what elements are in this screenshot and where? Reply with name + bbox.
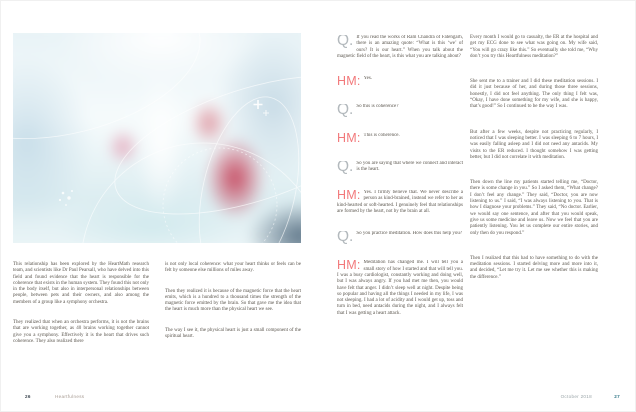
left-page-text	[13, 262, 301, 359]
interviewee-label: HM:	[337, 76, 361, 89]
left-column-2	[165, 262, 301, 359]
qa-text: Yes. I firmly believe that. We never describe a person as kind-brained, instead we refer to her as kind-hearted or soft-hearted. I genuinely feel that relationships are formed by the heart, not by the brain at all.	[337, 190, 463, 215]
plus-mark-icon	[254, 100, 270, 116]
interviewee-label: HM:	[337, 260, 361, 273]
qa-text: If you read the works of Ram Chandra of Fatehgarh, there is an amazing quote: “What is this ‘we’ of ours? It is our heart.” When you talk about the magnetic field of the heart, is this what you are talking about?	[337, 35, 463, 59]
paragraph: is not only local coherence: what your heart thinks or feels can be felt by someone else millions of miles away.	[165, 262, 301, 274]
footer-magazine-title: Heartfulness	[55, 394, 85, 399]
qa-text: So you are saying that where we connect and interact is the heart.	[356, 161, 463, 173]
paragraph: But after a few weeks, despite not practicing regularly, I noticed that I was sleeping better. I was sleeping 6 to 7 hours, I was easily falling asleep and I did not need any antacids. My visits to the ER reduced. I thought somehow I was getting better, but I did not correlate it with meditation.	[470, 129, 598, 160]
interviewee-label: HM:	[337, 133, 361, 146]
answer-block	[337, 260, 463, 317]
geometric-overlay	[13, 33, 301, 243]
dot-cluster	[59, 190, 73, 206]
answer-block	[337, 133, 463, 145]
paragraph: Every month I would go to casualty, the ER at the hospital and get my ECG done to see what was going on. My wife said, “You will go crazy like this.” So eventually she told me, “Why don’t you try this Heartfulness meditation?”	[470, 35, 598, 59]
qa-text: Meditation has changed me. I will tell you a small story of how I started and that will tell you. I was a busy cardiologist, constantly working and doing well, but I was always angry. If you had met me then, you would have felt that anger. I didn’t sleep well at night. Despite being so popular and having all the things I needed in my life, I was not sleeping. I had a lot of acidity and I would get up, toss and turn in bed, need antacids during the night, and I always felt that I was getting a heart attack.	[337, 260, 463, 316]
paragraph: Then I realized that this had to have something to do with the meditation sessions. I started delving more and more into it, and decided, “Let me try it. Let me see whether this is making the difference.”	[470, 255, 598, 280]
hospital-corridor-photo	[13, 33, 301, 243]
paragraph: They realized that when an orchestra performs, it is not the brains that are working together, as 40 brains working together cannot give you a symphony. Effectively it is the heart that drives such coherence. They also realized there	[13, 320, 149, 344]
paragraph: Then down the line my patients started telling me, “Doctor, there is some change in you.” So I asked them, “What change? I don’t feel any change.” They said, “Doctor, you are now listening to us.” I said, “I was always listening to you. That is how I diagnose your problems.” They said, “No doctor. Earlier, we would say one sentence, and after that you would speak, give us some medicine and leave us. Now we feel that you are patiently listening. You let us complete our entire stories, and only then do you respond.”	[470, 180, 598, 236]
paragraph: She sent me to a trainer and I did these meditation sessions. I did it just because of her, and during those three sessions, honestly, I did not feel anything. The only thing I felt was, “Okay, I have done something for my wife, and she is happy, that’s good!” So I continued to be the way I was.	[470, 79, 598, 110]
qa-text: So you practice meditation. How does this help you?	[356, 231, 463, 237]
page-number-right: 27	[614, 394, 620, 399]
question-block	[337, 35, 463, 60]
question-block	[337, 231, 463, 244]
page-number-left: 26	[25, 394, 31, 399]
answer-block	[337, 190, 463, 215]
question-label: Q.	[337, 161, 354, 175]
interview-column-1	[337, 35, 463, 333]
question-label: Q.	[337, 231, 354, 245]
qa-text: So this is coherence?	[356, 104, 399, 110]
interviewee-label: HM:	[337, 190, 361, 203]
paragraph: The way I see it, the physical heart is just a small component of the spiritual heart.	[165, 327, 301, 340]
paragraph: This relationship has been explored by the HeartMath research team, and scientists like Dr Paul Pearsall, who have delved into this field and found evidence that the heart is responsible for the coherence that exists in the human system. They found this not only in the body itself, but also in interpersonal relationships between people, between pets and their owners, and also among the members of a group like a symphony orchestra.	[13, 262, 149, 305]
answer-block	[337, 76, 463, 88]
qa-text: Yes.	[363, 76, 373, 82]
qa-text: This is coherence.	[363, 133, 400, 139]
question-label: Q.	[337, 104, 354, 118]
interview-column-2	[470, 35, 598, 300]
question-block	[337, 161, 463, 174]
question-label: Q.	[337, 35, 354, 49]
left-column-1	[13, 262, 149, 359]
footer-issue-date: October 2018	[560, 394, 592, 399]
paragraph: Then they realized it is because of the magnetic force that the heart emits, which is a hundred to a thousand times the strength of the magnetic force emitted by the brain. So that gave me the idea that the heart is much more than the physical heart we see.	[165, 288, 301, 313]
question-block	[337, 104, 463, 117]
